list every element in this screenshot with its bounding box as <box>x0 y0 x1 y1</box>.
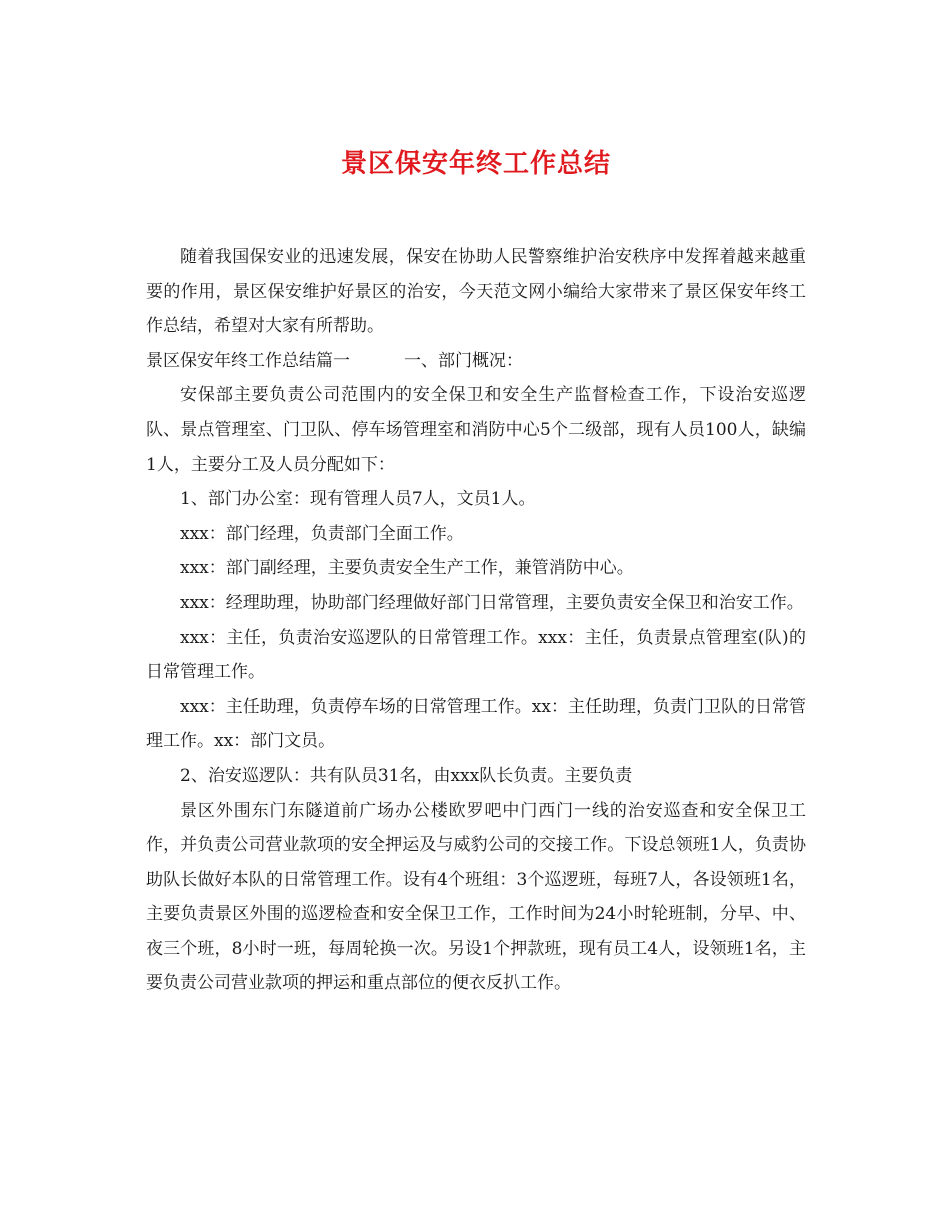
paragraph: xxx：部门经理，负责部门全面工作。 <box>180 523 464 544</box>
document-body <box>146 240 806 1001</box>
paragraph: 2、治安巡逻队：共有队员31名，由xxx队长负责。主要负责 <box>180 765 633 786</box>
paragraph: 景区外围东门东隧道前广场办公楼欧罗吧中门西门一线的治安巡查和安全保卫工作，并负责公司营业款项的安全押运及与威豹公司的交接工作。下设总领班1人，负责协助队长做好本队的日常管理工作。设有4个班组：3个巡逻班，每班7人，各设领班1名，主要负责景区外围的巡逻检查和安全保卫工作，工作时间为24小时轮班制，分早、中、夜三个班，8小时一班，每周轮换一次。另设1个押款班，现有员工4人，设领班1名，主要负责公司营业款项的押运和重点部位的便衣反扒工作。 <box>146 800 806 994</box>
paragraph: 1、部门办公室：现有管理人员7人，文员1人。 <box>180 489 536 510</box>
paragraph: xxx：部门副经理，主要负责安全生产工作，兼管消防中心。 <box>180 558 634 579</box>
article-heading: 景区保安年终工作总结篇一 <box>146 350 350 371</box>
intro-paragraph: 随着我国保安业的迅速发展，保安在协助人民警察维护治安秩序中发挥着越来越重要的作用，景区保安维护好景区的治安，今天范文网小编给大家带来了景区保安年终工作总结，希望对大家有所帮助。 <box>146 247 806 337</box>
document-title: 景区保安年终工作总结 <box>340 149 611 179</box>
paragraph: xxx：经理助理，协助部门经理做好部门日常管理，主要负责安全保卫和治安工作。 <box>180 592 804 613</box>
section-heading: 一、部门概况： <box>404 350 523 371</box>
section-heading-line <box>146 344 806 379</box>
paragraph: xxx：主任助理，负责停车场的日常管理工作。xx：主任助理，负责门卫队的日常管理工作。xx：部门文员。 <box>146 696 806 752</box>
document-page <box>146 140 806 1001</box>
paragraph: xxx：主任，负责治安巡逻队的日常管理工作。xxx：主任，负责景点管理室(队)的日常管理工作。 <box>146 627 806 683</box>
paragraph: 安保部主要负责公司范围内的安全保卫和安全生产监督检查工作，下设治安巡逻队、景点管理室、门卫队、停车场管理室和消防中心5个二级部，现有人员100人，缺编1人，主要分工及人员分配如下： <box>146 385 806 475</box>
